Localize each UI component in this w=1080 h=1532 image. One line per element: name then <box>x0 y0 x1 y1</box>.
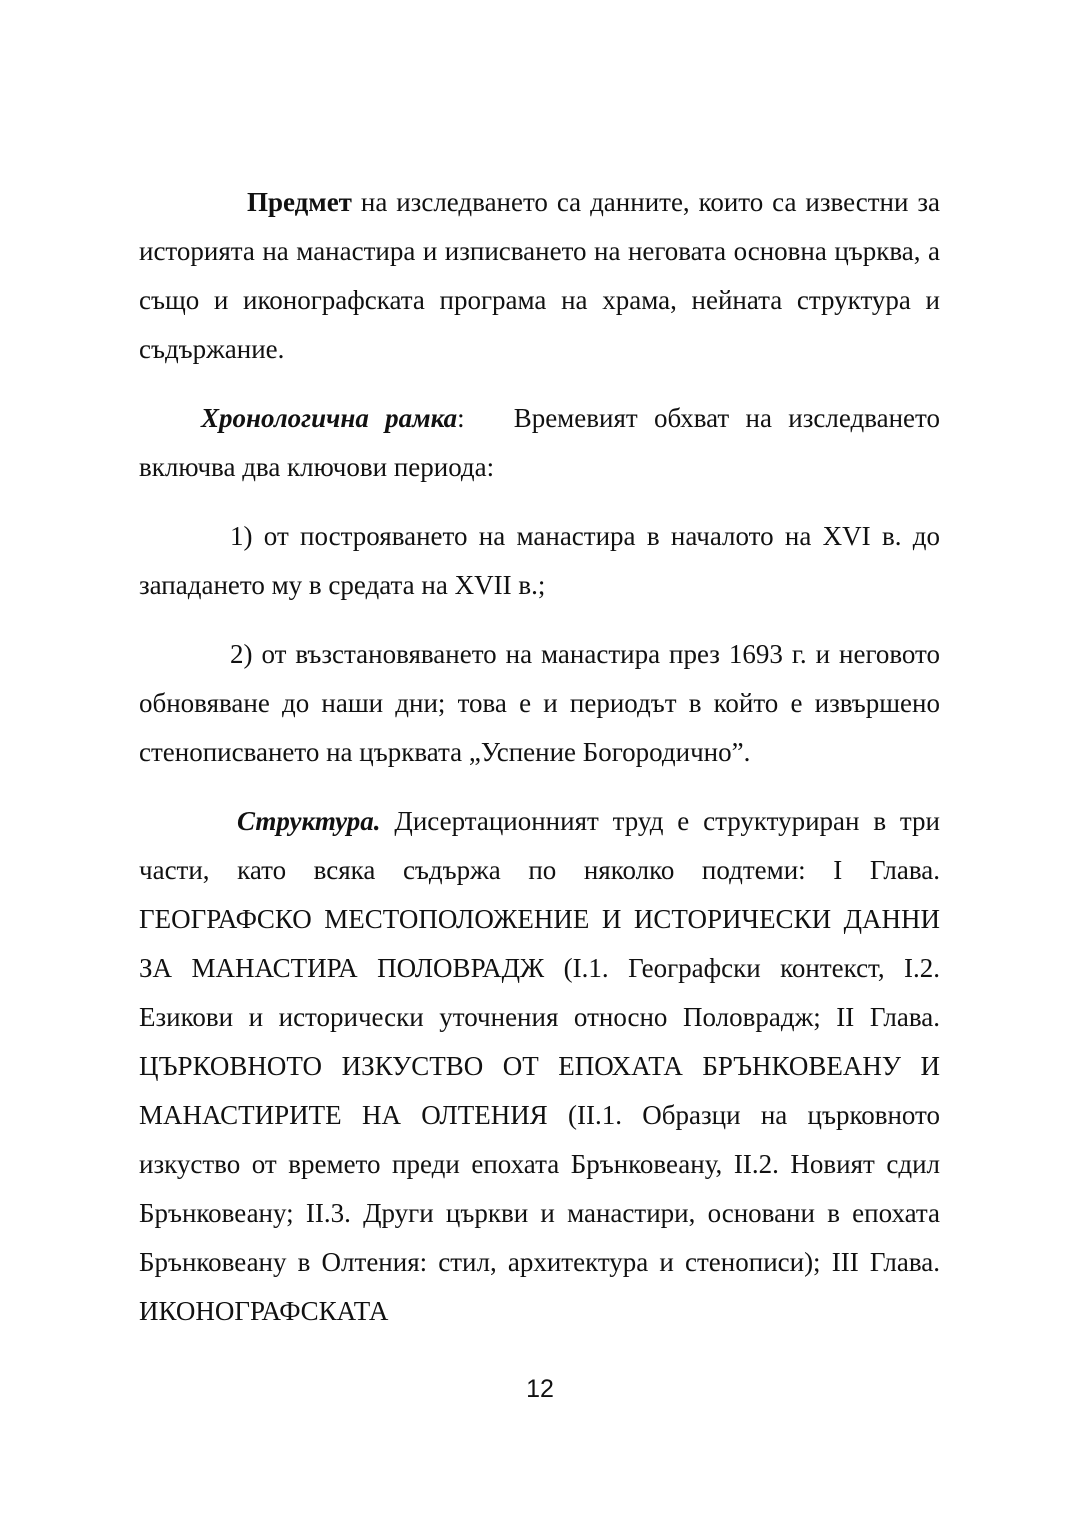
subject-text: на изследването са данните, които са известни за историята на манастира и изписването на неговата основна църква, а също и иконографската програма на храма, нейната структура и съдържание. <box>139 187 940 364</box>
chronology-text: Времевият обхват на изследването включва два ключови периода: <box>139 403 947 482</box>
structure-text: Дисертационният труд е структуриран в три части, като всяка съдържа по няколко подтеми: I Глава. ГЕОГРАФСКО МЕСТОПОЛОЖЕНИЕ И ИСТОРИЧЕСКИ ДАННИ ЗА МАНАСТИРА ПОЛОВРАДЖ (I.1. Географски контекст, I.2. Езикови и исторически уточнения относно Половрадж; II Глава. ЦЪРКОВНОТО ИЗКУСТВО ОТ ЕПОХАТА БРЪНКОВЕАНУ И МАНАСТИРИТЕ НА ОЛТЕНИЯ (II.1. Образци на църковното изкуство от времето преди епохата Брънковеану, II.2. Новият сдил Брънковеану; II.3. Други църкви и манастири, основани в епохата Брънковеану в Олтения: стил, архитектура и стенописи); III Глава. ИКОНОГРАФСКАТА <box>139 806 940 1326</box>
chronology-heading: Хронологична рамка <box>201 403 458 433</box>
paragraph-period-2: 2) от възстановяването на манастира през 1693 г. и неговото обновяване до наши дни; това е и периодът в който е извършено стенописването на църквата „Успение Богородично”. <box>139 639 940 767</box>
paragraph-subject <box>139 178 940 374</box>
subject-heading: Предмет <box>247 187 352 217</box>
paragraph-chronology <box>139 394 947 492</box>
paragraph-structure <box>139 797 940 1336</box>
structure-heading: Структура. <box>237 806 381 836</box>
chronology-colon: : <box>457 403 465 433</box>
body-text <box>139 178 947 1336</box>
paragraph-period-1: 1) от построяването на манастира в началото на XVI в. до западането му в средата на XVII в.; <box>139 521 940 600</box>
page-number: 12 <box>526 1375 554 1403</box>
